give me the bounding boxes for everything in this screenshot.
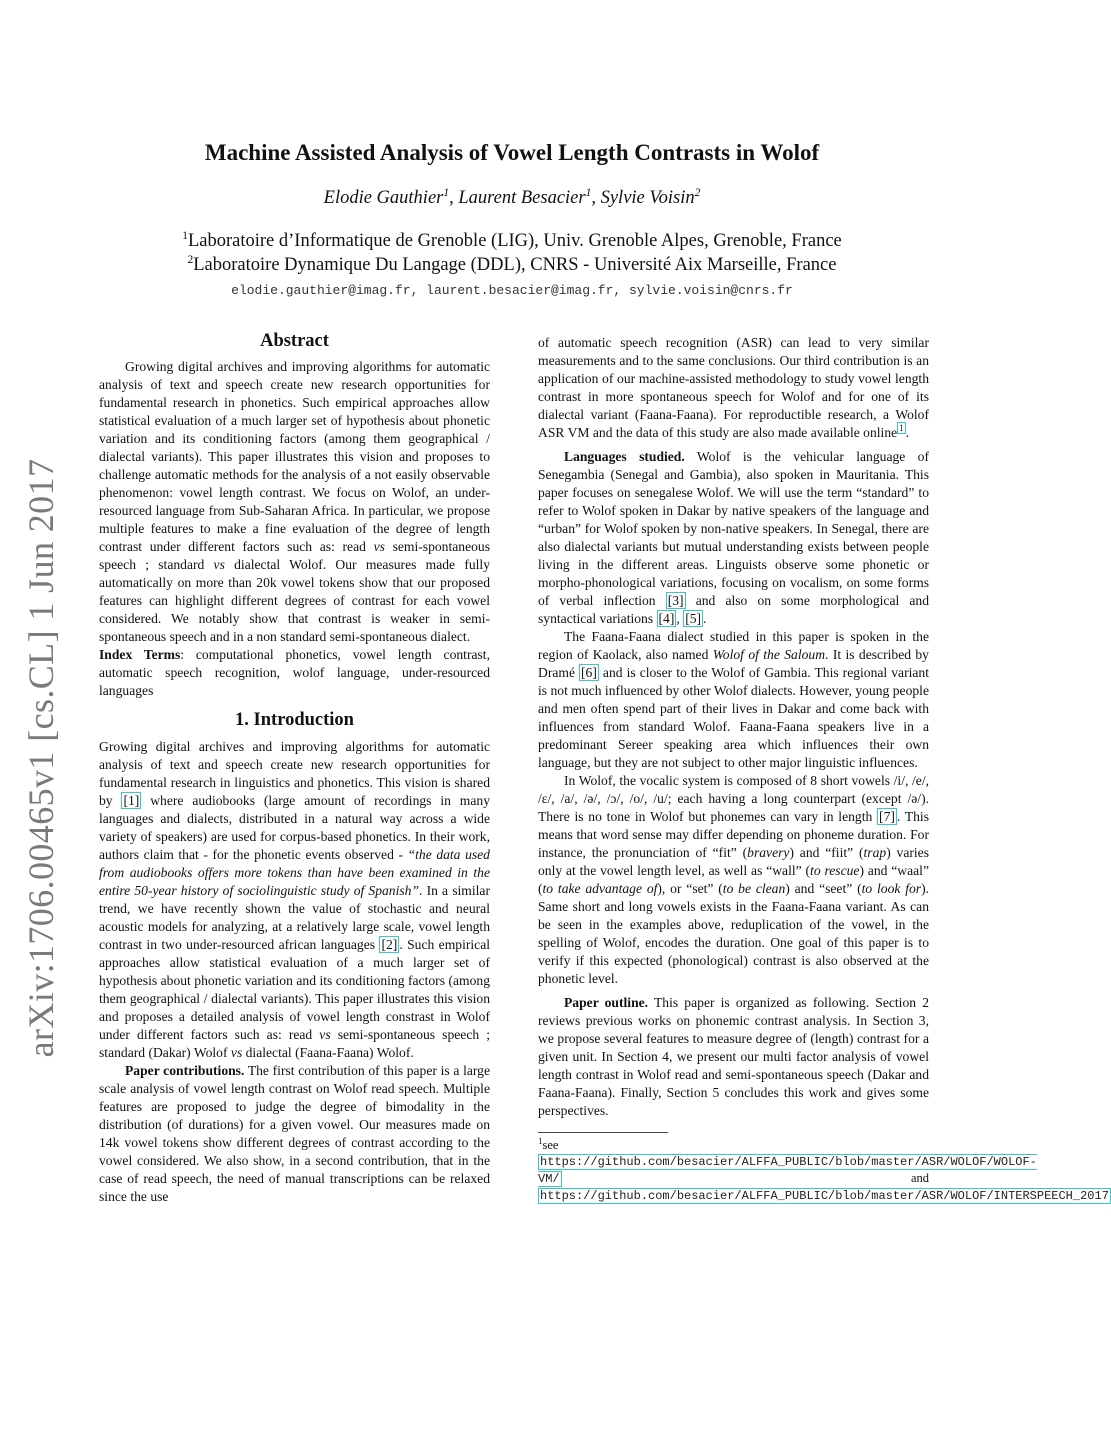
author-name: Sylvie Voisin: [600, 188, 695, 208]
continued-text: of automatic speech recognition (ASR) can lead to very similar measurements and to the same conclusions. Our third contribution is an application of our machine-assisted methodology to study vowel length contrast in more spontaneous speech for Wolof and for one of its dialectal variant (Faana-Faana). For reproductible research, a Wolof ASR VM and the data of this study are also made available online: [538, 335, 929, 440]
affiliation-text: Laboratoire d’Informatique de Grenoble (LIG), Univ. Grenoble Alpes, Grenoble, France: [187, 231, 842, 251]
italic-term: to look for: [861, 881, 922, 896]
faana-text: The Faana-Faana dialect studied in this paper is spoken in the region of Kaolack, also named: [538, 629, 929, 662]
italic-vs: vs: [230, 1045, 243, 1060]
right-column: [538, 334, 1109, 1204]
arxiv-identifier: [16, 458, 66, 1057]
intro-text: . In a similar trend, we have recently shown the value of stochastic and neural acoustic models for analyzing, at a relatively large scale, vowel length contrast in two under-resourced african languages: [99, 883, 490, 952]
arxiv-identifier-text: arXiv:1706.00465v1 [cs.CL] 1 Jun 2017: [21, 458, 61, 1057]
index-terms-text: : computational phonetics, vowel length contrast, automatic speech recognition, wolof language, under-resourced languages: [99, 647, 490, 698]
citation-link[interactable]: [3]: [667, 593, 684, 608]
vowel-text: ). Same short and long vowels exists in the Faana-Faana variant. As can be seen in the examples above, reduplication of the vowel, in the spelling of Wolof, encodes the duration. One goal of this paper is to verify if this expected (phonological) contrast is also observed at the phonetic level.: [538, 881, 930, 986]
intro-text: semi-spontaneous speech ; standard (Dakar) Wolof: [99, 1027, 490, 1060]
punctuation: ,: [676, 611, 684, 626]
faana-paragraph: [538, 628, 929, 772]
punctuation: .: [905, 425, 910, 440]
abstract-text: semi-spontaneous speech ; standard: [99, 539, 490, 572]
contributions-label: Paper contributions.: [125, 1063, 245, 1078]
introduction-heading: 1. Introduction: [235, 710, 354, 730]
citation-link[interactable]: [5]: [685, 611, 702, 626]
vowel-text: ) and “seet” (: [785, 881, 862, 896]
faana-text: and is closer to the Wolof of Gambia. This regional variant is not much influenced by other Wolof dialects. However, young people and men often spend part of their lives in Dakar and come back with influences from standard Wolof. Faana-Faana speakers live in a predominant Sereer speaking area which influences their own language, but they are not subject to other major linguistic influences.: [538, 665, 929, 770]
vowel-text: . This means that word sense may differ depending on phoneme duration. For instance, the pronunciation of “fit” (: [538, 809, 929, 860]
index-terms-label: Index Terms: [99, 647, 181, 662]
intro-text: Growing digital archives and improving algorithms for automatic analysis of text and speech create new research opportunities for fundamental research in linguistics and phonetics. This vision is shared by: [99, 739, 490, 808]
languages-text: Wolof is the vehicular language of Senegambia (Senegal and Gambia), also spoken in Mauritania. This paper focuses on senegalese Wolof. We will use the term “standard” to refer to Wolof spoken in Dakar by native speakers of the language and “urban” for Wolof spoken by non-native speakers. In Senegal, there are also dialectal variants but mutual understanding exists between people living in the different areas. Linguists observe some phonetic or morpho-phonological variations, focusing on vocalism, on some forms of verbal inflection: [538, 449, 929, 608]
intro-text: . Such empirical approaches allow statistical evaluation of a much larger set of hypothesis about phonetic variation and its conditioning factors (among them geographical / dialectal variants). This paper illustrates this vision and proposes a detailed analysis of vowel length constrast in Wolof under different factors such as: read: [99, 937, 491, 1042]
citation-link[interactable]: [1]: [123, 793, 140, 808]
outline-paragraph: [538, 994, 929, 1120]
affiliation-mark: 1: [443, 186, 450, 199]
outline-label: Paper outline.: [564, 995, 649, 1010]
vowel-text: ) and “fiit” (: [789, 845, 864, 860]
italic-term: to rescue: [810, 863, 860, 878]
citation-link[interactable]: [4]: [658, 611, 675, 626]
outline-text: This paper is organized as following. Section 2 reviews previous works on phonemic contrast analysis. In Section 3, we propose several features to measure degree of (length) contrast for a given unit. In Section 4, we present our multi factor analysis of vowel length contrast in Wolof read and semi-spontaneous speech (Dakar and Faana-Faana). Finally, Section 5 concludes this work and gives some perspectives.: [538, 995, 929, 1118]
paper-title: Machine Assisted Analysis of Vowel Length Contrasts in Wolof: [204, 140, 820, 165]
affiliation-mark: 2: [694, 186, 701, 199]
affiliation-mark: 1: [182, 229, 188, 242]
punctuation: .: [703, 611, 707, 626]
intro-paragraph: [99, 738, 490, 1062]
footnote-url-link[interactable]: https://github.com/besacier/ALFFA_PUBLIC/blob/master/ASR/WOLOF/INTERSPEECH_2017: [540, 1189, 1109, 1203]
abstract-paragraph: [99, 358, 490, 646]
footnote-divider: [538, 1132, 668, 1133]
author-name: Laurent Besacier: [458, 188, 586, 208]
languages-text: and also on some morphological and syntactical variations: [538, 593, 929, 626]
italic-term: trap: [863, 845, 887, 860]
index-terms: [99, 646, 490, 700]
citation-link[interactable]: [6]: [581, 665, 597, 680]
footnote-url-link[interactable]: https://github.com/besacier/ALFFA_PUBLIC/blob/master/ASR/WOLOF/WOLOF-VM/: [538, 1155, 1037, 1186]
citation-link[interactable]: [2]: [381, 937, 398, 952]
abstract-heading: Abstract: [260, 331, 329, 351]
affiliation-2: [90, 255, 934, 276]
affiliation-text: Laboratoire Dynamique Du Langage (DDL), CNRS - Université Aix Marseille, France: [193, 255, 837, 275]
affiliation-mark: 2: [187, 253, 194, 266]
italic-term: bravery: [747, 845, 790, 860]
abstract-text: Growing digital archives and improving algorithms for automatic analysis of text and speech create new research opportunities for fundamental research in phonetics. Such empirical approaches allow statistical evaluation of a much larger set of hypothesis about phonetic variation and its conditioning factors (among them geographical / dialectal variants). This paper illustrates this vision and proposes to challenge automatic methods for the analysis of a not easily observable phenomenon: vowel length contrast. We focus on Wolof, an under-resourced language from Sub-Saharan Africa. In particular, we propose multiple features to make a fine evaluation of the degree of length contrast under different factors such as: read: [99, 359, 490, 554]
intro-quote: “the data used from audiobooks offers more tokens than have been examined in the entire 50-year history of sociolinguistic study of Spanish”: [99, 847, 490, 898]
author-name: Elodie Gauthier: [323, 188, 444, 208]
italic-term: Wolof of the Saloum: [712, 647, 826, 662]
left-column: [99, 329, 490, 1206]
italic-vs: vs: [213, 557, 225, 572]
intro-text: where audiobooks (large amount of recordings in many languages and dialects, distributed in a natural way across a wide variety of speakers) are used for corpus-based phonetics. In their work, authors claim that - for the phonetic events observed -: [99, 793, 490, 862]
vowel-text: In Wolof, the vocalic system is composed of 8 short vowels /i/, /e/, /ɛ/, /a/, /ə/, /ɔ/, /o/, /u/; each having a long counterpart (except /ə/). There is no tone in Wolof but phonemes can vary in length: [538, 773, 929, 824]
footnote-number: 1: [538, 1135, 543, 1146]
affiliation-1: [90, 231, 934, 252]
continued-paragraph: [538, 334, 929, 442]
contributions-paragraph: [99, 1062, 490, 1206]
intro-text: dialectal (Faana-Faana) Wolof.: [242, 1045, 414, 1060]
italic-term: to be clean: [722, 881, 786, 896]
vowel-text: ) and “waal” (: [538, 863, 929, 896]
footnote-text: see: [542, 1138, 559, 1152]
languages-paragraph: [538, 448, 929, 628]
footnote-link[interactable]: 1: [899, 423, 904, 434]
author-list: Elodie Gauthier$^1$, Laurent Besacier$^1$, Sylvie Voisin$^2$: [323, 186, 701, 208]
footnote-text: and: [910, 1171, 929, 1185]
faana-text: . It is described by Dramé: [538, 647, 929, 680]
contributions-text: The first contribution of this paper is a large scale analysis of vowel length contrast on Wolof read speech. Multiple features are proposed to judge the degree of bimodality in the distribution (of durations) for a given vowel. Our measures made on 14k vowel tokens show different degrees of contrast according to the vowel considered. We also show, in a second contribution, that in the case of read speech, the need of manual transcriptions can be relaxed since the use: [99, 1063, 490, 1204]
vowel-text: ), or “set” (: [657, 881, 723, 896]
languages-label: Languages studied.: [564, 449, 685, 464]
vowel-paragraph: [538, 772, 929, 988]
abstract-text: dialectal Wolof. Our measures made fully automatically on more than 20k vowel tokens show that our proposed features can highlight different degrees of contrast for each vowel considered. We notably show that contrast is weaker in semi-spontaneous speech and in a non standard semi-spontaneous dialect.: [99, 557, 490, 644]
italic-vs: vs: [319, 1027, 331, 1042]
vowel-text: ) varies only at the vowel length level, as well as “wall” (: [538, 845, 929, 878]
footnote: [538, 1135, 1109, 1204]
author-emails: elodie.gauthier@imag.fr, laurent.besacier@imag.fr, sylvie.voisin@cnrs.fr: [231, 283, 793, 298]
citation-link[interactable]: [7]: [879, 809, 895, 824]
italic-vs: vs: [373, 539, 385, 554]
italic-term: to take advantage of: [542, 881, 658, 896]
affiliation-mark: 1: [585, 186, 592, 199]
